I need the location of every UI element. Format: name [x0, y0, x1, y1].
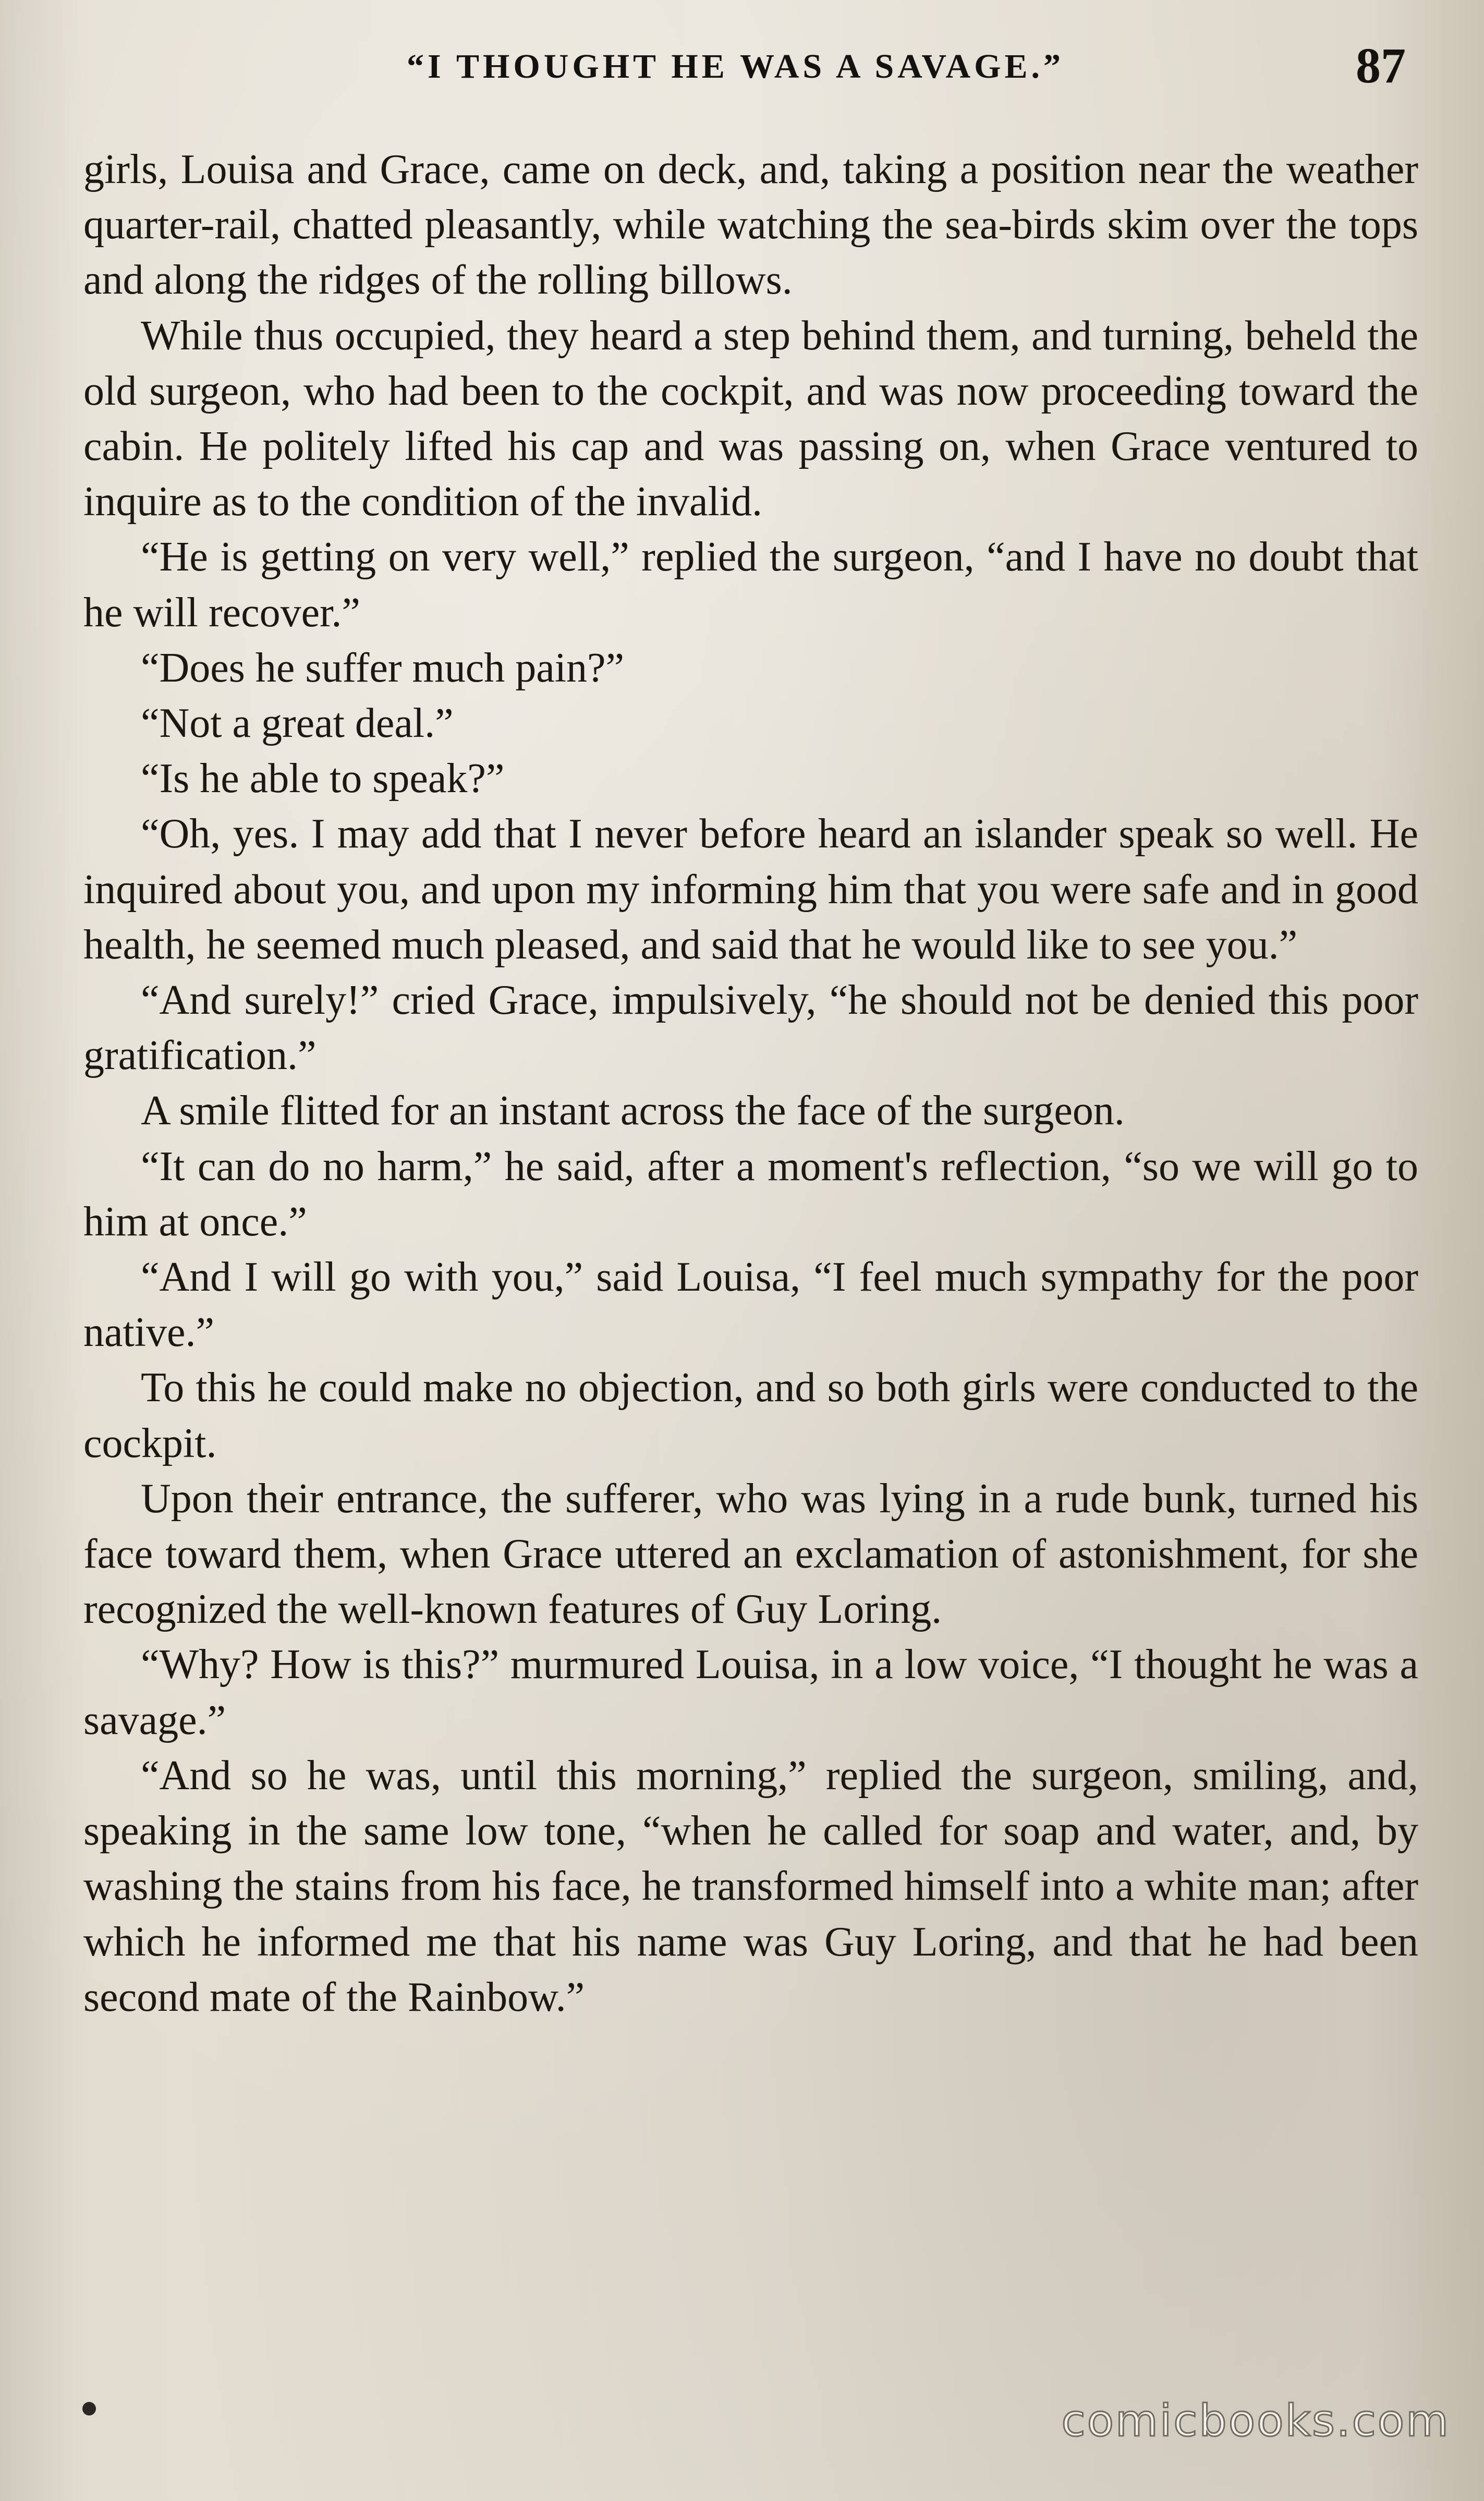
- ink-dot: [82, 2402, 96, 2415]
- paragraph: “Why? How is this?” murmured Louisa, in a low voice, “I thought he was a savage.”: [83, 1642, 1418, 1743]
- page-header: [83, 37, 1421, 99]
- paragraph: Upon their entrance, the sufferer, who was lying in a rude bunk, turned his face toward them, when Grace uttered an exclamation of astonishment, for she recognized the well-known features of Guy Loring.: [83, 1475, 1418, 1633]
- paragraph: “Not a great deal.”: [141, 700, 454, 747]
- body-text: [83, 142, 1418, 2025]
- paragraph: “And so he was, until this morning,” replied the surgeon, smiling, and, speaking in the same low tone, “when he called for soap and water, and, by washing the stains from his face, he transformed himself into a white man; after which he informed me that his name was Guy Loring, and that he had been second mate of the Rainbow.”: [83, 1752, 1418, 2020]
- paragraph: To this he could make no objection, and so both girls were conducted to the cockpit.: [83, 1365, 1418, 1466]
- paragraph: “Is he able to speak?”: [141, 756, 505, 802]
- paragraph: girls, Louisa and Grace, came on deck, and, taking a position near the weather quarter-rail, chatted pleasantly, while watching the sea-birds skim over the tops and along the ridges of the rolling billows.: [83, 147, 1418, 303]
- page-number: 87: [1356, 38, 1406, 93]
- paragraph: “It can do no harm,” he said, after a moment's reflection, “so we will go to him at once.”: [83, 1143, 1418, 1245]
- paragraph: “Oh, yes. I may add that I never before heard an islander speak so well. He inquired about you, and upon my informing him that you were safe and in good health, he seemed much pleased, and said that he would like to see you.”: [83, 811, 1418, 968]
- paragraph: A smile flitted for an instant across the face of the surgeon.: [141, 1088, 1125, 1134]
- paragraph: “Does he suffer much pain?”: [141, 645, 625, 691]
- paragraph: “And surely!” cried Grace, impulsively, “he should not be denied this poor gratification.”: [83, 977, 1418, 1079]
- watermark: comicbooks.com: [1061, 2395, 1450, 2446]
- paragraph: While thus occupied, they heard a step behind them, and turning, beheld the old surgeon, who had been to the cockpit, and was now proceeding toward the cabin. He politely lifted his cap and was passing on, when Grace ventured to inquire as to the condition of the invalid.: [83, 312, 1418, 525]
- paragraph: “He is getting on very well,” replied the surgeon, “and I have no doubt that he will recover.”: [83, 534, 1418, 636]
- paragraph: “And I will go with you,” said Louisa, “I feel much sympathy for the poor native.”: [83, 1254, 1418, 1356]
- running-head: “I THOUGHT HE WAS A SAVAGE.”: [407, 47, 1064, 86]
